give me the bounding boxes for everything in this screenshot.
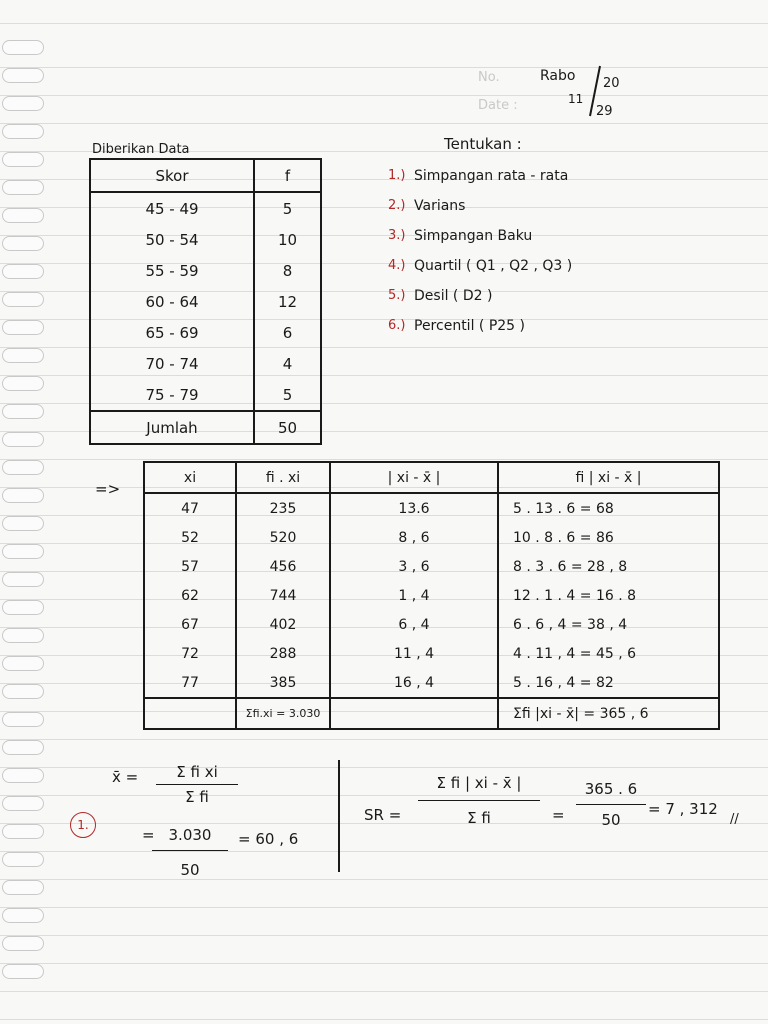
deviation-cell: 6 , 4	[330, 610, 498, 639]
binder-hole	[2, 320, 44, 335]
skor-cell: 65 - 69	[90, 317, 254, 348]
xi-cell: 47	[144, 493, 236, 523]
task-text: Simpangan rata - rata	[414, 168, 569, 184]
mean-formula-denominator: Σ fi	[185, 788, 209, 806]
frequency-cell: 5	[254, 192, 321, 224]
binder-hole	[2, 348, 44, 363]
deviation-cell: 16 , 4	[330, 668, 498, 698]
deviation-cell: 13.6	[330, 493, 498, 523]
col-header-weighted-deviation: fi | xi - x̄ |	[498, 462, 719, 493]
calc-row	[144, 493, 719, 523]
weighted-deviation-cell: 5 . 16 , 4 = 82	[498, 668, 719, 698]
xi-cell: 62	[144, 581, 236, 610]
binder-hole	[2, 600, 44, 615]
sr-value-numerator: 365 . 6	[584, 780, 638, 798]
calc-header-row	[144, 462, 719, 493]
task-text: Desil ( D2 )	[414, 288, 493, 304]
frequency-table	[89, 158, 322, 445]
binder-hole	[2, 68, 44, 83]
binder-hole	[2, 236, 44, 251]
date-month: 11	[568, 92, 584, 106]
frequency-total-row	[90, 411, 321, 444]
fixi-cell: 385	[236, 668, 330, 698]
skor-cell: 55 - 59	[90, 255, 254, 286]
frequency-cell: 12	[254, 286, 321, 317]
calc-row	[144, 523, 719, 552]
binder-hole	[2, 544, 44, 559]
frequency-cell: 10	[254, 224, 321, 255]
weighted-deviation-cell: 6 . 6 , 4 = 38 , 4	[498, 610, 719, 639]
binder-hole	[2, 964, 44, 979]
binder-hole	[2, 180, 44, 195]
binder-hole	[2, 96, 44, 111]
sr-formula-denominator: Σ fi	[467, 809, 491, 827]
sr-value-fraction	[576, 780, 646, 829]
binder-hole	[2, 628, 44, 643]
fixi-cell: 520	[236, 523, 330, 552]
xi-cell: 67	[144, 610, 236, 639]
weighted-deviation-cell: 8 . 3 . 6 = 28 , 8	[498, 552, 719, 581]
task-number: 4.)	[388, 258, 406, 273]
frequency-row	[90, 224, 321, 255]
skor-cell: 75 - 79	[90, 379, 254, 411]
binder-hole	[2, 208, 44, 223]
sr-formula-fraction	[418, 774, 540, 827]
task-text: Simpangan Baku	[414, 228, 533, 244]
binder-hole	[2, 432, 44, 447]
fraction-bar	[152, 850, 228, 851]
sr-value-denominator: 50	[601, 811, 621, 829]
fixi-cell: 402	[236, 610, 330, 639]
binder-hole	[2, 824, 44, 839]
mean-equals: =	[142, 826, 155, 844]
task-text: Quartil ( Q1 , Q2 , Q3 )	[414, 258, 573, 274]
binder-hole	[2, 684, 44, 699]
mean-value-denominator: 50	[180, 861, 200, 879]
binder-hole	[2, 460, 44, 475]
weighted-deviation-cell: 10 . 8 . 6 = 86	[498, 523, 719, 552]
calc-row	[144, 552, 719, 581]
col-header-fixi: fi . xi	[236, 462, 330, 493]
calc-row	[144, 581, 719, 610]
binder-hole	[2, 404, 44, 419]
binder-hole	[2, 572, 44, 587]
fraction-bar	[156, 784, 238, 785]
frequency-cell: 6	[254, 317, 321, 348]
deviation-cell: 1 , 4	[330, 581, 498, 610]
sr-formula-numerator: Σ fi | xi - x̄ |	[436, 774, 522, 792]
calculation-table	[143, 461, 720, 730]
col-header-f: f	[254, 159, 321, 192]
task-text: Varians	[414, 198, 466, 214]
sum-fixi: Σfi.xi = 3.030	[236, 698, 330, 729]
calc-sum-row	[144, 698, 719, 729]
given-title: Diberikan Data	[92, 142, 190, 157]
binder-hole	[2, 936, 44, 951]
mean-value-fraction	[152, 826, 228, 879]
frequency-row	[90, 255, 321, 286]
skor-cell: 50 - 54	[90, 224, 254, 255]
date-label: Date :	[478, 98, 518, 113]
arrow-symbol: =>	[95, 480, 121, 498]
binder-hole	[2, 292, 44, 307]
fraction-bar	[576, 804, 646, 805]
binder-hole	[2, 264, 44, 279]
deviation-cell: 8 , 6	[330, 523, 498, 552]
total-value: 50	[254, 411, 321, 444]
binder-hole	[2, 852, 44, 867]
binder-hole	[2, 712, 44, 727]
deviation-cell: 3 , 6	[330, 552, 498, 581]
total-label: Jumlah	[90, 411, 254, 444]
tasks-title: Tentukan :	[444, 135, 522, 153]
date-bottom: 29	[596, 104, 613, 119]
fixi-cell: 744	[236, 581, 330, 610]
xi-cell: 57	[144, 552, 236, 581]
sum-empty-cell-2	[330, 698, 498, 729]
task-number: 5.)	[388, 288, 406, 303]
fixi-cell: 288	[236, 639, 330, 668]
xi-cell: 52	[144, 523, 236, 552]
deviation-cell: 11 , 4	[330, 639, 498, 668]
no-label: No.	[478, 70, 500, 85]
xi-cell: 77	[144, 668, 236, 698]
frequency-row	[90, 379, 321, 411]
task-number: 6.)	[388, 318, 406, 333]
binder-hole	[2, 488, 44, 503]
binder-hole	[2, 768, 44, 783]
mean-formula-numerator: Σ fi xi	[176, 763, 218, 781]
fixi-cell: 235	[236, 493, 330, 523]
mean-lhs: x̄ =	[112, 768, 139, 786]
skor-cell: 70 - 74	[90, 348, 254, 379]
sr-lhs: SR =	[364, 806, 402, 824]
xi-cell: 72	[144, 639, 236, 668]
question-number-circle: 1.	[70, 812, 96, 838]
binder-hole	[2, 124, 44, 139]
mean-value-numerator: 3.030	[168, 826, 212, 844]
skor-cell: 45 - 49	[90, 192, 254, 224]
task-number: 1.)	[388, 168, 406, 183]
col-header-xi: xi	[144, 462, 236, 493]
task-text: Percentil ( P25 )	[414, 318, 525, 334]
frequency-row	[90, 348, 321, 379]
day-text: Rabo	[540, 68, 576, 84]
frequency-row	[90, 286, 321, 317]
frequency-row	[90, 192, 321, 224]
col-header-skor: Skor	[90, 159, 254, 192]
frequency-cell: 8	[254, 255, 321, 286]
frequency-cell: 4	[254, 348, 321, 379]
binder-hole	[2, 516, 44, 531]
divider-line	[338, 760, 340, 872]
calc-row	[144, 668, 719, 698]
frequency-cell: 5	[254, 379, 321, 411]
frequency-header-row	[90, 159, 321, 192]
frequency-row	[90, 317, 321, 348]
weighted-deviation-cell: 4 . 11 , 4 = 45 , 6	[498, 639, 719, 668]
date-top: 20	[603, 76, 620, 91]
binder-hole	[2, 880, 44, 895]
mean-formula-fraction	[156, 763, 238, 806]
binder-holes	[0, 0, 44, 1024]
fixi-cell: 456	[236, 552, 330, 581]
calc-row	[144, 610, 719, 639]
fraction-bar	[418, 800, 540, 801]
sr-equals: =	[552, 806, 565, 824]
col-header-deviation: | xi - x̄ |	[330, 462, 498, 493]
calc-row	[144, 639, 719, 668]
weighted-deviation-cell: 12 . 1 . 4 = 16 . 8	[498, 581, 719, 610]
binder-hole	[2, 376, 44, 391]
binder-hole	[2, 908, 44, 923]
binder-hole	[2, 656, 44, 671]
end-mark: //	[730, 812, 739, 827]
sum-empty-cell	[144, 698, 236, 729]
weighted-deviation-cell: 5 . 13 . 6 = 68	[498, 493, 719, 523]
mean-result: = 60 , 6	[238, 830, 299, 848]
skor-cell: 60 - 64	[90, 286, 254, 317]
binder-hole	[2, 740, 44, 755]
task-number: 2.)	[388, 198, 406, 213]
sum-weighted-deviation: Σfi |xi - x̄| = 365 , 6	[498, 698, 719, 729]
task-number: 3.)	[388, 228, 406, 243]
sr-result: = 7 , 312	[648, 800, 718, 818]
binder-hole	[2, 152, 44, 167]
binder-hole	[2, 40, 44, 55]
binder-hole	[2, 796, 44, 811]
